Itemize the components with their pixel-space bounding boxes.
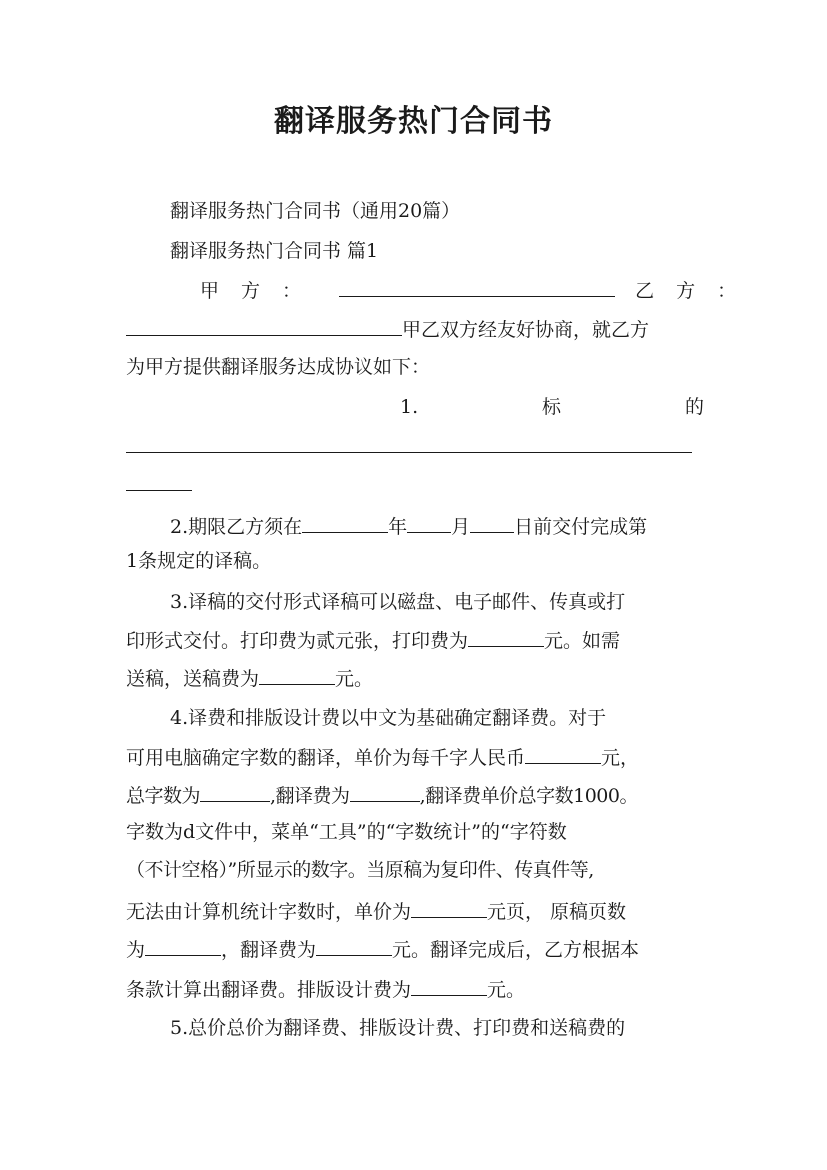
clause-4-text-3a: 总字数为 [126, 785, 201, 807]
intro-line-1 [126, 311, 704, 347]
clause-4-text-2a: 可用电脑确定字数的翻译，单价为每千字人民币 [126, 747, 526, 769]
clause-3-text-2b: 元。如需 [544, 630, 621, 652]
clause-2-blank-day [470, 508, 514, 533]
clause-4-text-8b: 元。 [487, 979, 526, 1001]
clause-3-line-2 [126, 622, 704, 658]
clause-4-line-1: 4.译费和排版设计费以中文为基础确定翻译费。对于 [170, 707, 607, 729]
clause-2-line-1 [170, 508, 704, 544]
clause-1-heading [400, 390, 704, 424]
party-a-blank [339, 272, 615, 297]
document-subtitle: 翻译服务热门合同书（通用20篇） [170, 200, 461, 222]
clause-4-text-3b: ,翻译费为 [270, 785, 350, 807]
clause-4-line-4: 字数为d文件中，菜单“工具”的“字数统计”的“字符数 [126, 821, 567, 843]
clause-4-text-2b: 元， [601, 747, 640, 769]
clause-3-line-1: 3.译稿的交付形式译稿可以磁盘、电子邮件、传真或打 [170, 591, 626, 613]
clause-1-blank-long [126, 428, 692, 453]
clause-2-text-1: 2.期限乙方须在 [170, 516, 303, 538]
clause-3-blank-print [468, 622, 544, 647]
document-title: 翻译服务热门合同书 [274, 104, 553, 139]
party-a-label: 甲方： [200, 280, 324, 302]
clause-2-blank-year [302, 508, 388, 533]
clause-4-line-2 [126, 739, 704, 775]
clause-2-text-3: 月 [451, 516, 471, 538]
clause-3-line-3 [126, 660, 704, 696]
clause-5-line-1: 5.总价总价为翻译费、排版设计费、打印费和送稿费的 [170, 1017, 626, 1039]
intro-line-2: 为甲方提供翻译服务达成协议如下： [126, 356, 431, 378]
clause-3-text-3a: 送稿，送稿费为 [126, 668, 260, 690]
intro-tail: 甲乙双方经友好协商，就乙方 [402, 319, 650, 341]
party-b-label: 乙方： [635, 280, 759, 302]
clause-4-blank-page-price [411, 893, 487, 918]
clause-4-text-7a: 为 [126, 939, 146, 961]
clause-2-text-2: 年 [388, 516, 408, 538]
clause-2-blank-month [407, 508, 451, 533]
clause-4-text-7c: 元。翻译完成后，乙方根据本 [392, 939, 640, 961]
clause-4-blank-unit-price [525, 739, 601, 764]
clause-3-blank-delivery [259, 660, 335, 685]
parties-line [200, 272, 759, 308]
clause-4-blank-fee [350, 777, 420, 802]
clause-4-blank-layout-fee [411, 971, 487, 996]
clause-1-word-1: 标 [542, 396, 562, 418]
clause-4-text-7b: ，翻译费为 [221, 939, 317, 961]
clause-4-text-6a: 无法由计算机统计字数时，单价为 [126, 901, 412, 923]
clause-4-line-8 [126, 971, 704, 1007]
clause-4-blank-pages [145, 931, 221, 956]
clause-4-text-6b: 元页， 原稿页数 [487, 901, 627, 923]
clause-4-blank-translation-fee [316, 931, 392, 956]
clause-1-number: 1. [400, 396, 419, 418]
clause-1-blank-line-2 [126, 466, 704, 502]
clause-2-line-2: 1条规定的译稿。 [126, 550, 272, 572]
clause-3-text-2a: 印形式交付。打印费为贰元张，打印费为 [126, 630, 469, 652]
clause-4-line-6 [126, 893, 704, 929]
clause-4-line-5: （不计空格）”所显示的数字。当原稿为复印件、传真件等, [126, 859, 594, 881]
clause-4-line-7 [126, 931, 704, 967]
clause-1-word-2: 的 [684, 396, 704, 418]
clause-4-blank-word-count [200, 777, 270, 802]
clause-2-text-4: 日前交付完成第 [514, 516, 648, 538]
clause-4-text-8a: 条款计算出翻译费。排版设计费为 [126, 979, 412, 1001]
party-b-blank [126, 311, 402, 336]
clause-1-blank-line-1 [126, 428, 704, 464]
clause-4-text-3c: ,翻译费单价总字数1000。 [419, 785, 638, 807]
section-heading: 翻译服务热门合同书 篇1 [170, 240, 379, 262]
clause-4-line-3 [126, 777, 704, 813]
clause-3-text-3b: 元。 [335, 668, 374, 690]
clause-1-blank-short [126, 466, 192, 491]
